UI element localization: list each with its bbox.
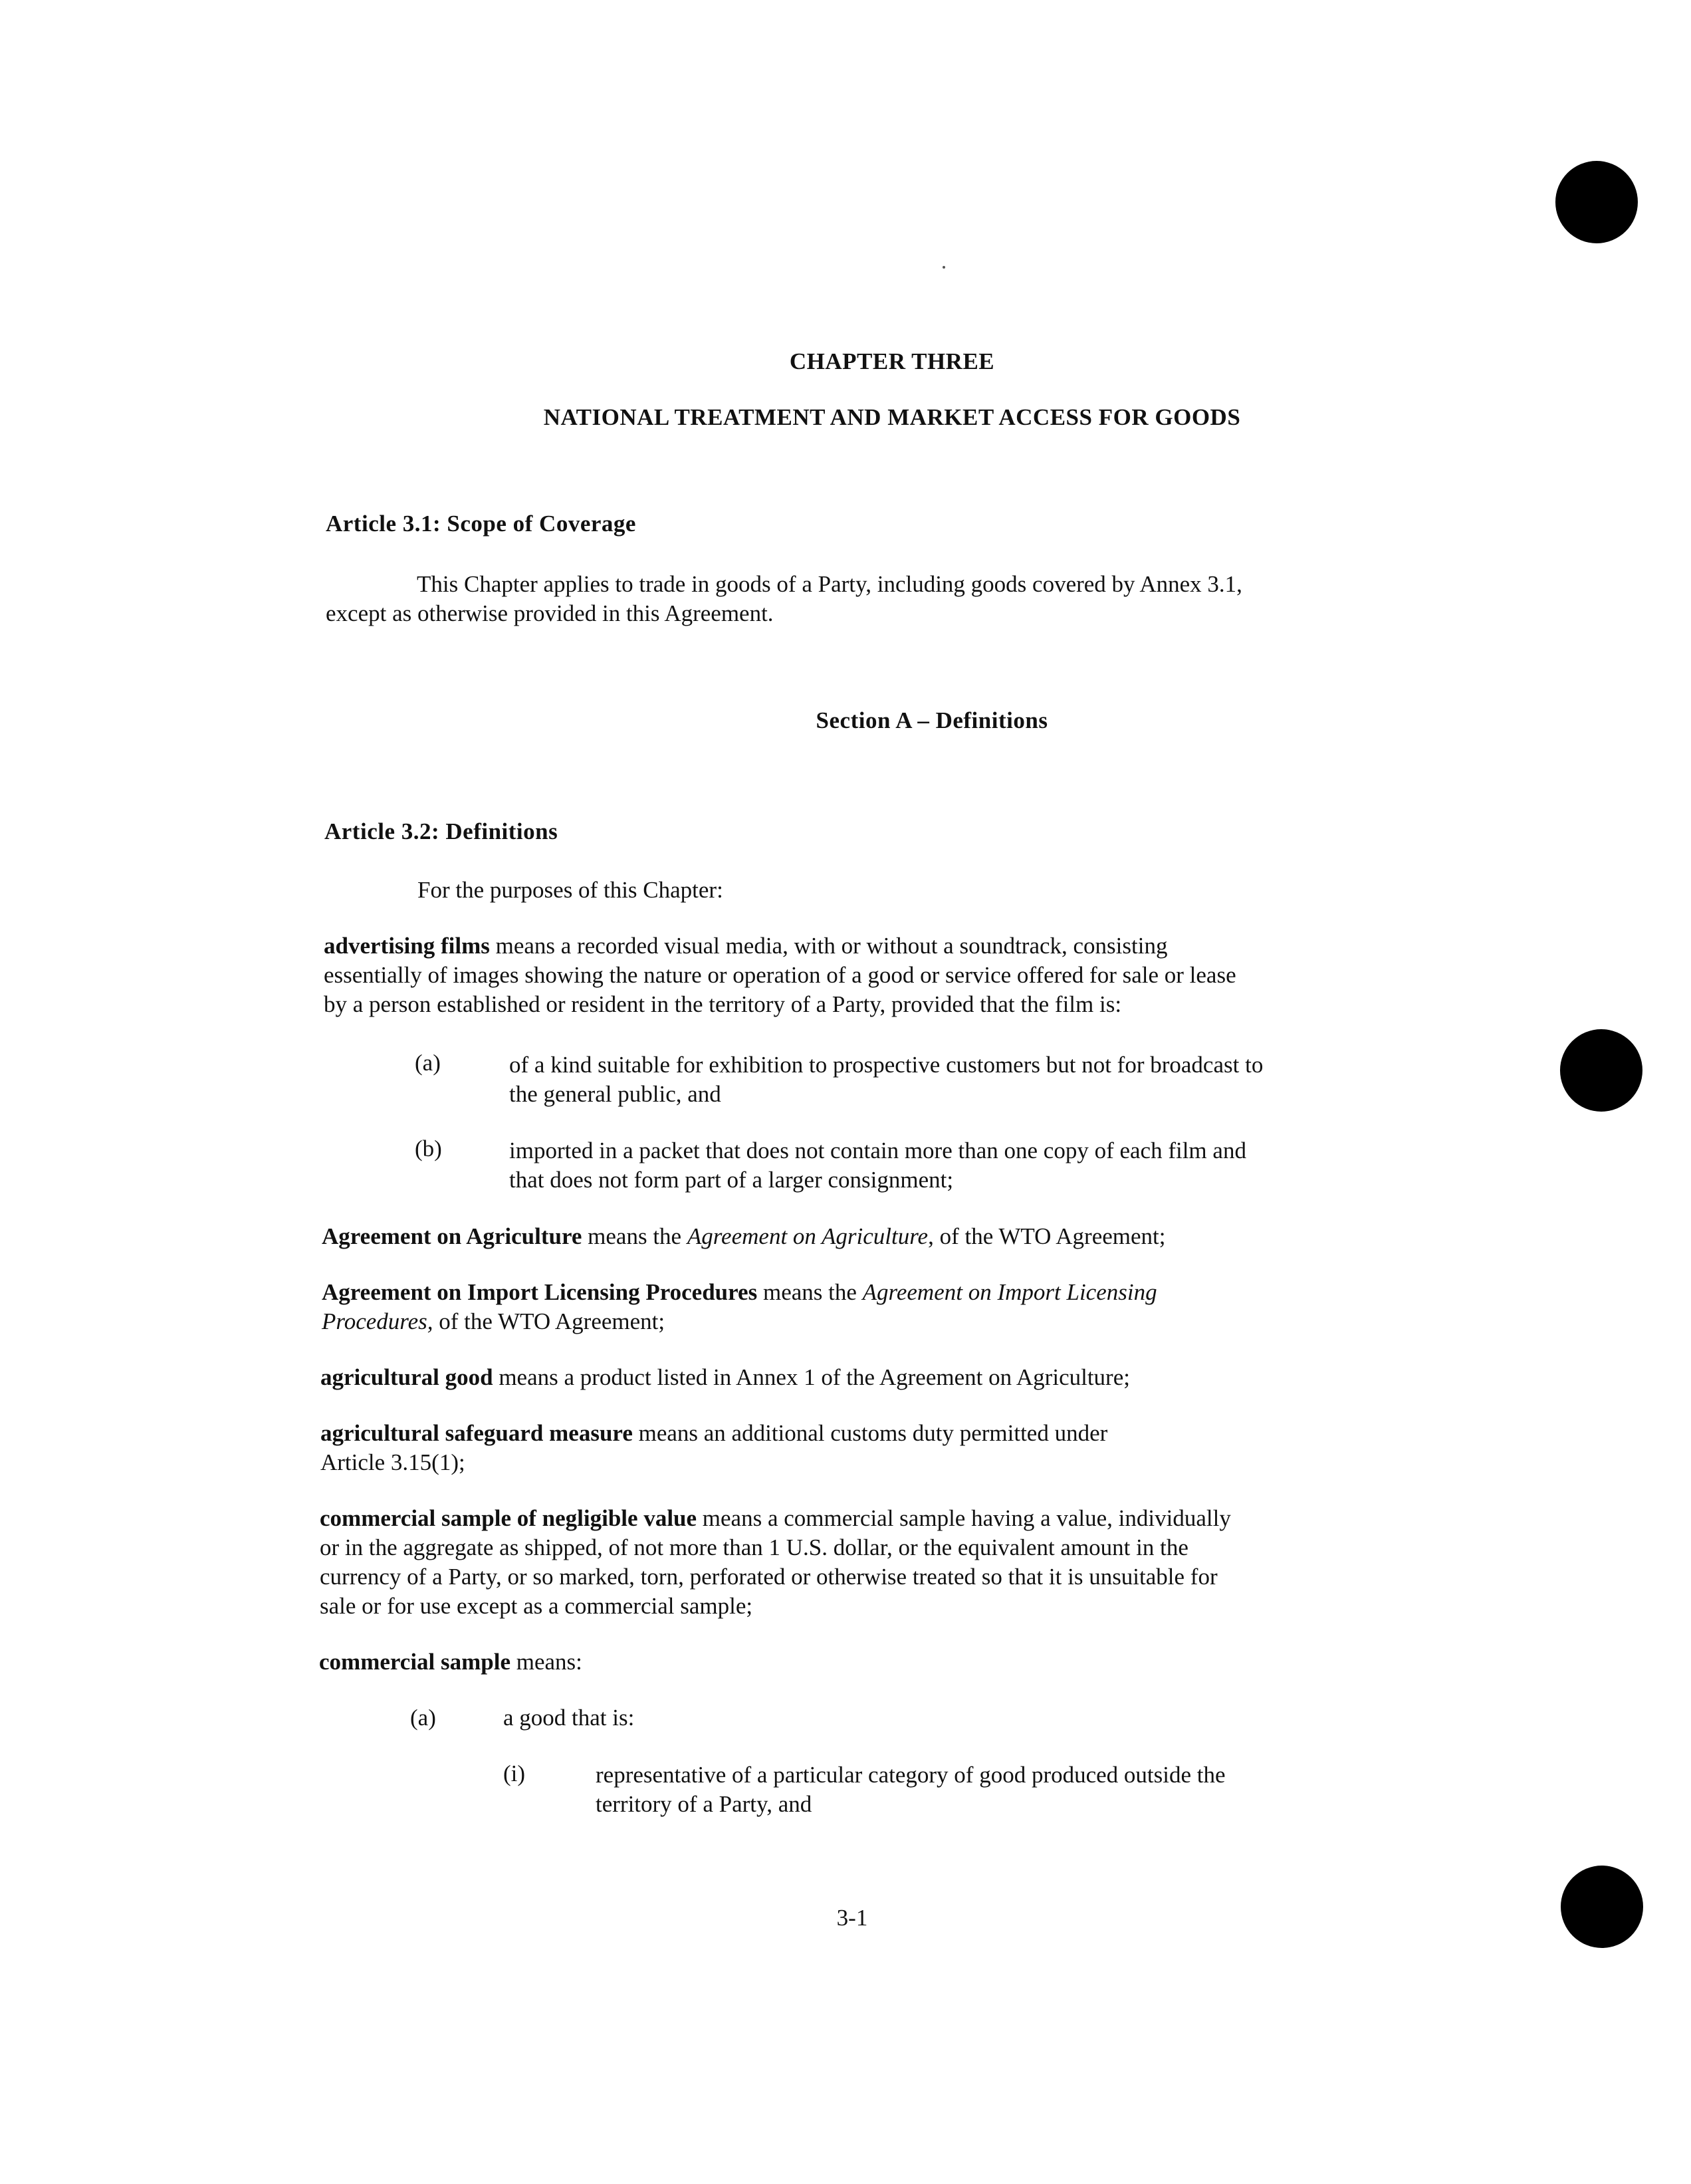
section-a-heading: Section A – Definitions (816, 707, 1048, 733)
definition-text: , of the WTO Agreement; (928, 1223, 1166, 1249)
chapter-number: CHAPTER THREE (789, 348, 995, 374)
list-item-a: a good that is: (503, 1705, 635, 1731)
list-item-b-line1: imported in a packet that does not contain more than one copy of each film and (509, 1138, 1246, 1163)
article-3-1-line2: except as otherwise provided in this Agreement. (326, 600, 774, 626)
definition-text: means: (510, 1649, 582, 1675)
definition-commercial-sample (319, 1647, 582, 1677)
punch-hole-middle (1560, 1029, 1642, 1112)
defined-term: Agreement on Agriculture (322, 1223, 582, 1249)
defined-term: Agreement on Import Licensing Procedures (322, 1279, 758, 1305)
list-item-i-line1: representative of a particular category of good produced outside the (596, 1762, 1226, 1788)
list-item-a-line2: the general public, and (509, 1081, 721, 1107)
list-label-a: (a) (415, 1050, 441, 1076)
scan-speck (943, 266, 945, 269)
defined-term: commercial sample of negligible value (320, 1505, 697, 1531)
definition-text: means a product listed in Annex 1 of the Agreement on Agriculture; (493, 1364, 1130, 1390)
definition-line: sale or for use except as a commercial sample; (320, 1593, 753, 1619)
defined-term: agricultural safeguard measure (320, 1420, 633, 1446)
article-3-1-line1: This Chapter applies to trade in goods of a Party, including goods covered by Annex 3.1, (417, 571, 1242, 597)
definition-line: essentially of images showing the nature or operation of a good or service offered for sale or lease (324, 962, 1236, 988)
definition-text: of the WTO Agreement; (433, 1308, 665, 1334)
definition-line (322, 1307, 665, 1336)
defined-term: advertising films (324, 933, 490, 959)
definition-line: Article 3.15(1); (320, 1449, 465, 1475)
punch-hole-top (1555, 161, 1638, 243)
chapter-title: NATIONAL TREATMENT AND MARKET ACCESS FOR GOODS (543, 404, 1241, 430)
defined-term: agricultural good (320, 1364, 493, 1390)
definition-agreement-on-agriculture (322, 1222, 1165, 1251)
definition-commercial-sample-negligible-value (320, 1504, 1231, 1533)
agreement-title: Agreement on Import Licensing (862, 1279, 1157, 1305)
definition-text: means a commercial sample having a value, individually (697, 1505, 1231, 1531)
page-number: 3-1 (836, 1905, 868, 1931)
defined-term: commercial sample (319, 1649, 511, 1675)
agreement-title: Agreement on Agriculture (687, 1223, 929, 1249)
article-3-1-heading: Article 3.1: Scope of Coverage (326, 511, 636, 537)
list-item-a-line1: of a kind suitable for exhibition to prospective customers but not for broadcast to (509, 1052, 1264, 1078)
agreement-title: Procedures, (322, 1308, 433, 1334)
list-label-a: (a) (410, 1705, 436, 1731)
definition-line: currency of a Party, or so marked, torn, perforated or otherwise treated so that it is unsuitable for (320, 1564, 1218, 1590)
list-label-i: (i) (503, 1760, 526, 1786)
list-item-b-line2: that does not form part of a larger consignment; (509, 1167, 954, 1193)
definition-agricultural-good (320, 1363, 1130, 1392)
article-3-2-intro: For the purposes of this Chapter: (417, 877, 723, 903)
article-3-2-heading: Article 3.2: Definitions (324, 818, 558, 844)
definition-line: or in the aggregate as shipped, of not more than 1 U.S. dollar, or the equivalent amount in the (320, 1534, 1188, 1560)
definition-line: by a person established or resident in the territory of a Party, provided that the film is: (324, 991, 1122, 1017)
definition-text: means a recorded visual media, with or without a soundtrack, consisting (489, 933, 1168, 959)
definition-text: means the (582, 1223, 687, 1249)
list-item-i-line2: territory of a Party, and (596, 1791, 812, 1817)
definition-text: means the (757, 1279, 863, 1305)
definition-text: means an additional customs duty permitted under (632, 1420, 1108, 1446)
definition-advertising-films (324, 931, 1167, 961)
list-label-b: (b) (415, 1136, 442, 1161)
definition-agricultural-safeguard-measure (320, 1419, 1107, 1448)
definition-agreement-import-licensing (322, 1278, 1157, 1307)
